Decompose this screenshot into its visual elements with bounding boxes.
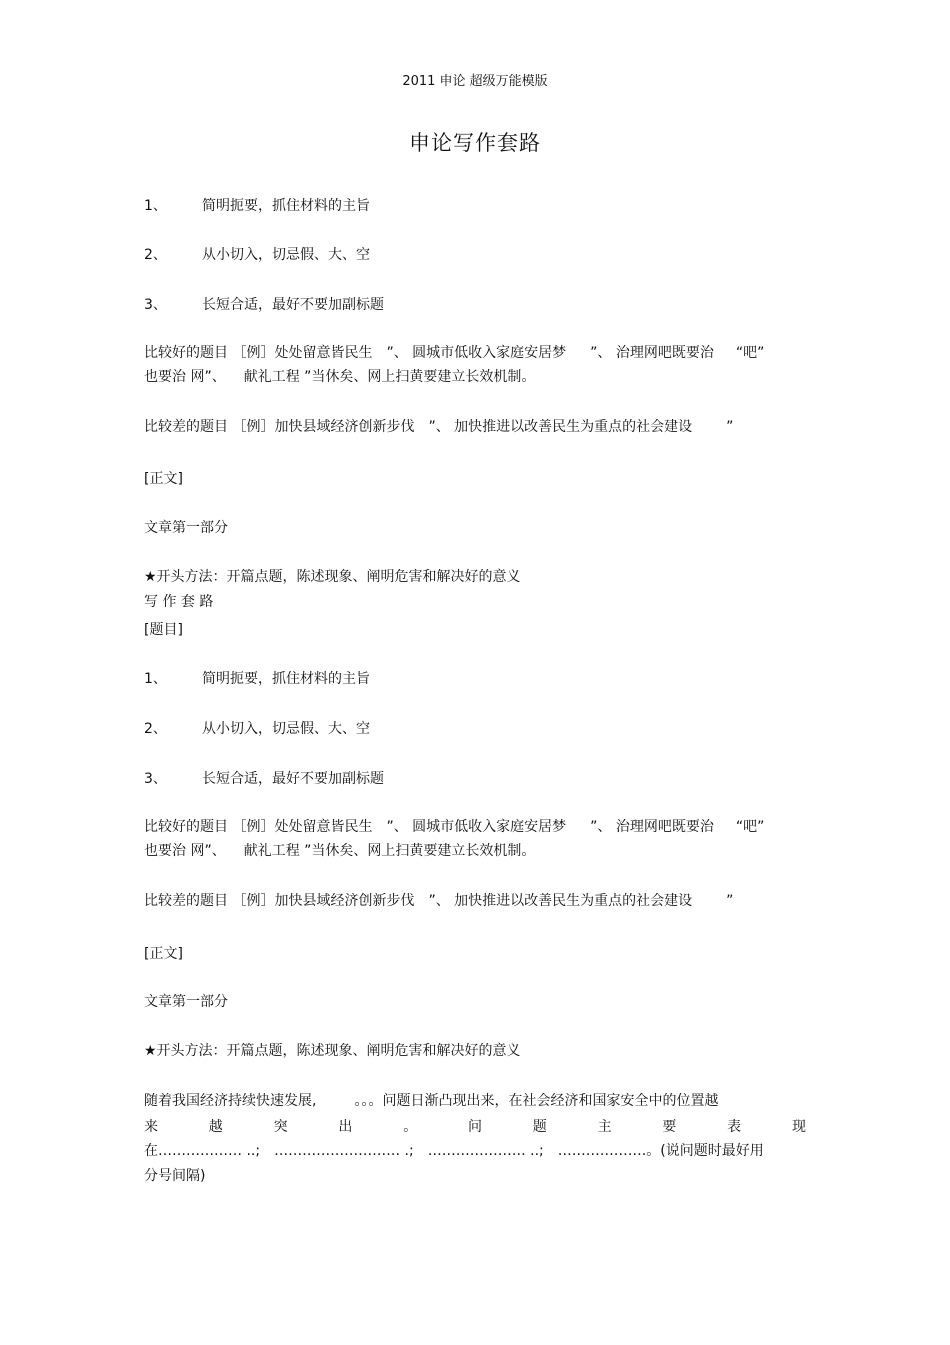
good-examples-line1 [144, 344, 764, 362]
body-label: [正文] [144, 946, 183, 962]
closing-char: 来 [144, 1119, 158, 1135]
closing-text: 随着我国经济持续快速发展, [144, 1093, 317, 1109]
list-item [144, 296, 384, 314]
closing-char: 表 [727, 1119, 742, 1135]
closing-line3 [144, 1142, 764, 1160]
closing-text: ……………….。(说问题时最好用 [557, 1143, 764, 1159]
list-item [144, 770, 384, 788]
list-text: 简明扼要，抓住材料的主旨 [202, 671, 370, 687]
list-text: 长短合适，最好不要加副标题 [202, 297, 384, 313]
good-examples-text: ”、 治理网吧既要治 [590, 345, 714, 361]
closing-char: 问 [467, 1119, 482, 1135]
bad-examples-text: ” [726, 893, 734, 909]
list-text: 从小切入，切忌假、大、空 [202, 721, 370, 737]
list-number: 1、 [144, 198, 167, 214]
part1-label: 文章第一部分 [144, 994, 228, 1010]
list-number: 3、 [144, 771, 167, 787]
closing-text: ………………… ..; [427, 1143, 544, 1159]
bad-examples-text: ”、 加快推进以改善民生为重点的社会建设 [428, 419, 693, 435]
good-examples-text: 也要治 网”、 [144, 369, 226, 385]
good-examples-text: ”、 圆城市低收入家庭安居梦 [386, 819, 567, 835]
closing-text: ……………………… .; [274, 1143, 414, 1159]
bad-examples-text: ” [726, 419, 734, 435]
bad-examples-text: 比较差的题目 ［例］加快县域经济创新步伐 [144, 893, 415, 909]
list-text: 长短合适，最好不要加副标题 [202, 771, 384, 787]
list-number: 2、 [144, 247, 167, 263]
closing-char: 主 [597, 1119, 612, 1135]
bad-examples-line [144, 892, 733, 910]
bad-examples-text: 比较差的题目 ［例］加快县域经济创新步伐 [144, 419, 415, 435]
body-label: [正文] [144, 471, 183, 487]
good-examples-text: 也要治 网”、 [144, 843, 226, 859]
list-text: 从小切入，切忌假、大、空 [202, 247, 370, 263]
good-examples-text: 比较好的题目 ［例］处处留意皆民生 [144, 819, 373, 835]
closing-char: 现 [791, 1119, 806, 1135]
list-number: 1、 [144, 671, 167, 687]
good-examples-line2 [144, 842, 535, 860]
list-text: 简明扼要，抓住材料的主旨 [202, 198, 370, 214]
title-label: [题目] [144, 622, 183, 638]
opening-method: ★开头方法：开篇点题，陈述现象、阐明危害和解决好的意义 [144, 1043, 521, 1059]
document-title: 申论写作套路 [409, 131, 541, 155]
closing-line2 [144, 1118, 806, 1136]
closing-char: 越 [208, 1119, 223, 1135]
opening-method: ★开头方法：开篇点题，陈述现象、阐明危害和解决好的意义 [144, 569, 521, 585]
good-examples-text: 献礼工程 ”当休矣、网上扫黄要建立长效机制。 [243, 843, 536, 859]
good-examples-text: 献礼工程 ”当休矣、网上扫黄要建立长效机制。 [243, 369, 536, 385]
part1-label: 文章第一部分 [144, 520, 228, 536]
closing-text: 在……………… ..; [144, 1143, 261, 1159]
closing-char: 突 [273, 1119, 288, 1135]
list-item [144, 246, 370, 264]
good-examples-line1 [144, 818, 764, 836]
closing-line4: 分号间隔) [144, 1168, 206, 1184]
bad-examples-line [144, 418, 733, 436]
closing-char: 出 [338, 1119, 353, 1135]
list-number: 3、 [144, 297, 167, 313]
good-examples-text: ”、 圆城市低收入家庭安居梦 [386, 345, 567, 361]
list-item [144, 197, 370, 215]
closing-char: 要 [662, 1119, 677, 1135]
writing-method: 写 作 套 路 [144, 594, 214, 610]
good-examples-text: 比较好的题目 ［例］处处留意皆民生 [144, 345, 373, 361]
list-item [144, 720, 370, 738]
closing-char: 题 [532, 1119, 547, 1135]
page-header: 2011 申论 超级万能模版 [402, 74, 548, 89]
list-item [144, 670, 370, 688]
good-examples-line2 [144, 368, 535, 386]
good-examples-text: ”、 治理网吧既要治 [590, 819, 714, 835]
good-examples-text: “吧” [735, 819, 765, 835]
bad-examples-text: ”、 加快推进以改善民生为重点的社会建设 [428, 893, 693, 909]
good-examples-text: “吧” [735, 345, 765, 361]
closing-text: 。。。问题日渐凸现出来，在社会经济和国家安全中的位置越 [354, 1093, 719, 1109]
closing-line1 [144, 1092, 718, 1110]
closing-char: 。 [403, 1119, 418, 1135]
list-number: 2、 [144, 721, 167, 737]
